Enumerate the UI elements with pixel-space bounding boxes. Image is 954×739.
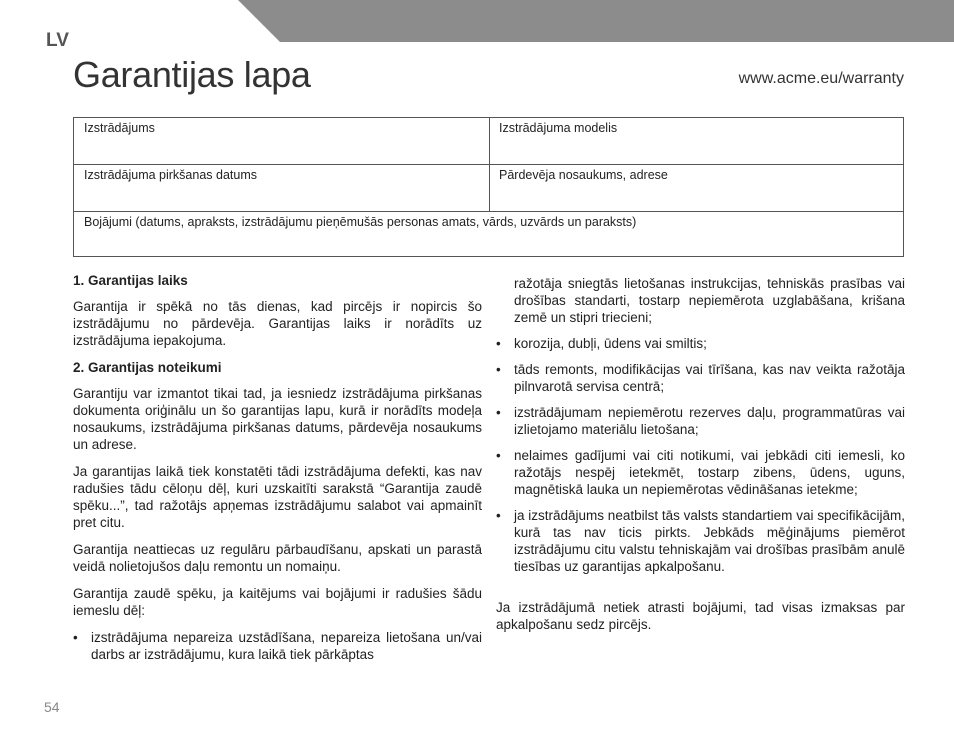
- column-divider: [489, 118, 490, 211]
- list-item: [73, 629, 482, 663]
- bullet-icon: •: [73, 630, 78, 645]
- product-field[interactable]: [74, 118, 489, 164]
- list-item: [496, 361, 905, 395]
- purchase-date-label: Izstrādājuma pirkšanas datums: [84, 168, 257, 182]
- list-item-text: ražotāja sniegtās lietošanas instrukcijas, tehniskās prasības vai drošības standarti, tostarp nepiemērota uzglabāšana, krišana zemē un stipri triecieni;: [514, 276, 905, 325]
- list-item-text: izstrādājumam nepiemērotu rezerves daļu, programmatūras vai izlietojamo materiālu lietošana;: [514, 405, 905, 437]
- bullet-icon: •: [496, 508, 501, 523]
- defects-field[interactable]: [74, 212, 903, 256]
- defects-label: Bojājumi (datums, apraksts, izstrādājumu pieņēmušās personas amats, vārds, uzvārds un paraksts): [84, 215, 637, 229]
- paragraph: Garantiju var izmantot tikai tad, ja iesniedz izstrādājuma pirkšanas dokumenta oriģinālu un šo garantijas lapu, kurā ir norādīts modeļa nosaukums, izstrādājuma pirkšanas datums, pārdevēja nosaukums un adrese.: [73, 386, 482, 452]
- right-column: [496, 275, 905, 643]
- product-label: Izstrādājums: [84, 121, 155, 135]
- paragraph: Garantija zaudē spēku, ja kaitējums vai bojājumi ir radušies šādu iemeslu dēļ:: [73, 586, 482, 618]
- purchase-date-field[interactable]: [74, 165, 489, 211]
- list-item-text: nelaimes gadījumi vai citi notikumi, vai jebkādi citi iemesli, ko ražotājs nespēj ietekmēt, tostarp zibens, ūdens, uguns, magnētiskā lauka un nepiemērotas vēdināšanas ietekme;: [514, 448, 905, 497]
- bullet-icon: •: [496, 448, 501, 463]
- paragraph: Ja izstrādājumā netiek atrasti bojājumi, tad visas izmaksas par apkalpošanu sedz pircējs.: [496, 600, 905, 632]
- list-item: [496, 447, 905, 498]
- list-item-text: korozija, dubļi, ūdens vai smiltis;: [514, 336, 707, 351]
- bullet-icon: •: [496, 336, 501, 351]
- list-item-text: tāds remonts, modifikācijas vai tīrīšana, kas nav veikta ražotāja pilnvarotā servisa centrā;: [514, 362, 905, 394]
- seller-field[interactable]: [489, 165, 903, 211]
- list-item-text: ja izstrādājums neatbilst tās valsts standartiem vai specifikācijām, kurā tas nav ticis pirkts. Jebkāds mēģinājums piemērot izstrādājumu citu valstu tehniskajām vai drošības prasībām anulē tiesības uz garantijas apkalpošanu.: [514, 508, 905, 574]
- left-column: [73, 272, 482, 672]
- list-item: [496, 404, 905, 438]
- bullet-icon: •: [496, 362, 501, 377]
- paragraph: Garantija neattiecas uz regulāru pārbaudīšanu, apskati un parastā veidā nolietojušos daļu remontu un nomaiņu.: [73, 542, 482, 574]
- list-item-text: izstrādājuma nepareiza uzstādīšana, nepareiza lietošana un/vai darbs ar izstrādājumu, kura laikā tiek pārkāptas: [91, 630, 482, 662]
- page-title: Garantijas lapa: [73, 54, 311, 95]
- header-band: [0, 0, 954, 42]
- warranty-form-table: [73, 117, 904, 257]
- list-item-continued: [496, 275, 905, 326]
- paragraph: Garantija ir spēkā no tās dienas, kad pircējs ir nopircis šo izstrādājumu no pārdevēja. Garantijas laiks ir norādīts uz izstrādājuma iepakojuma.: [73, 299, 482, 348]
- section-heading-warranty-period: 1. Garantijas laiks: [73, 273, 188, 288]
- section-heading-warranty-terms: 2. Garantijas noteikumi: [73, 360, 222, 375]
- seller-label: Pārdevēja nosaukums, adrese: [499, 168, 668, 182]
- language-code: LV: [46, 30, 69, 51]
- product-model-field[interactable]: [489, 118, 903, 164]
- warranty-url[interactable]: www.acme.eu/warranty: [738, 70, 904, 87]
- product-model-label: Izstrādājuma modelis: [499, 121, 618, 135]
- page-number: 54: [44, 699, 60, 715]
- list-item: [496, 507, 905, 575]
- paragraph: Ja garantijas laikā tiek konstatēti tādi izstrādājuma defekti, kas nav radušies tādu cēloņu dēļ, kuri uzskaitīti sarakstā “Garantija zaudē spēku...”, tad ražotājs apņemas izstrādājumu salabot vai apmainīt pret citu.: [73, 464, 482, 530]
- bullet-icon: •: [496, 405, 501, 420]
- list-item: [496, 335, 905, 352]
